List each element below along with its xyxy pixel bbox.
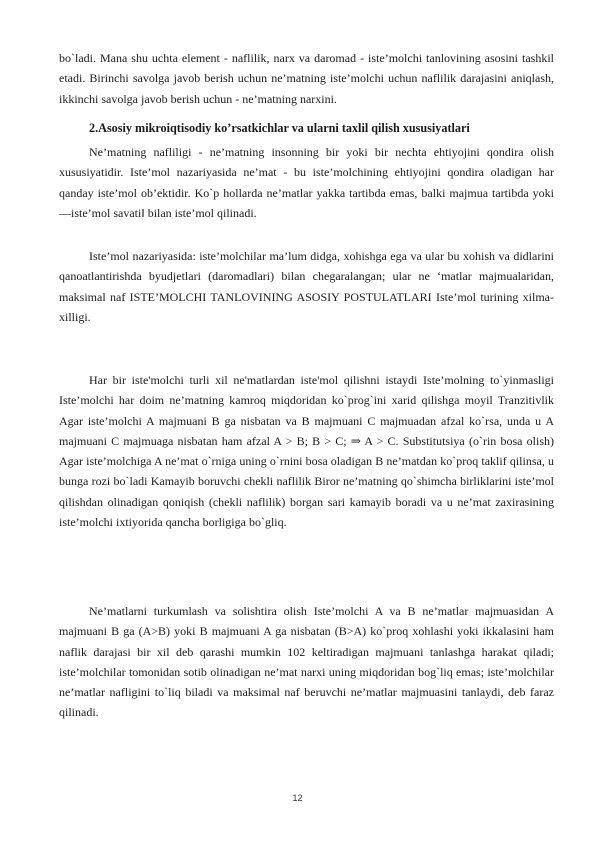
page-number: 12 <box>292 793 303 803</box>
paragraph-text: Iste’mol nazariyasida: iste’molchilar ma’lum didga, xohishga ega va ular bu xohish va didlarini qanoatlantirishda byudjetlari (daromadlari) bilan chegaralangan; ular ne ‘matlar majmualaridan, maksimal naf ISTE’MOLCHI TANLOVINING ASOSIY POSTULATLARI Iste’mol turining xilma-xilligi. <box>59 249 554 324</box>
paragraph-text: Ne’matlarni turkumlash va solishtira olish Iste’molchi A va B ne’matlar majmuasidan A majmuani B ga (A>B) yoki B majmuani A ga nisbatan (B>A) ko`proq xohlashi yoki ikkalasini ham naflik darajasi bir xil deb qarashi mumkin 102 keltiradigan majmuani tanlashga harakat qiladi; iste’molchilar tomonidan sotib olinadigan ne’mat narxi uning miqdoridan bog`liq emas; iste’molchilar ne’matlar nafligini to`liq biladi va maksimal naf beruvchi ne’matlar majmuasini tanlaydi, deb faraz qilinadi. <box>59 604 554 720</box>
paragraph-text: Ne’matning nafliligi - ne’matning insonning bir yoki bir nechta ehtiyojini qondira olish xususiyatidir. Iste’mol nazariyasida ne’mat - bu iste’molchining ehtiyojini qondira oladigan har qanday iste’mol ob’ektidir. Ko`p hollarda ne’matlar yakka tartibda emas, balki majmua tartibda yoki ―iste’mol savati‖ bilan iste’mol qilinadi. <box>59 145 554 220</box>
paragraph-text: Har bir iste'molchi turli xil ne'matlardan iste'mol qilishni istaydi Iste’molning to`yinmasligi Iste’molchi har doim ne’matning kamroq miqdoridan ko`prog`ini xarid qilishga moyil Tranzitivlik Agar iste’molchi A majmuani B ga nisbatan va B majmuani C majmuadan afzal ko`rsa, unda u A majmuani C majmuaga nisbatan ham afzal A > B; B > C; ⇒ A > C. Substitutsiya (o`rin bosa olish) Agar iste’molchiga A ne’mat o`rniga uning o`rnini bosa oladigan B ne’matdan ko`proq taklif qilinsa, u bunga rozi bo`ladi Kamayib boruvchi chekli naflilik Biror ne’matning qo`shimcha birliklarini iste’mol qilishdan olinadigan qoniqish (chekli naflilik) borgan sari kamayib boradi va u ne’mat zaxirasining iste’molchi ixtiyorida qancha borligiga bo`gliq. <box>59 373 554 530</box>
paragraph-consumer-theory <box>59 246 554 327</box>
paragraph-comparison <box>59 601 554 723</box>
paragraph-postulates <box>59 370 554 532</box>
paragraph-text: bo`ladi. Mana shu uchta element - naflilik, narx va daromad - iste’molchi tanlovining asosini tashkil etadi. Birinchi savolga javob berish uchun ne’matning iste’molchi uchun naflilik darajasini aniqlash, ikkinchi savolga javob berish uchun - ne’matning narxini. <box>59 51 554 106</box>
section-heading <box>59 118 554 138</box>
section-heading-text: 2.Asosiy mikroiqtisodiy ko’rsatkichlar va ularni taxlil qilish xususiyatlari <box>89 121 470 135</box>
intro-paragraph <box>59 48 554 109</box>
paragraph-utility <box>59 142 554 223</box>
